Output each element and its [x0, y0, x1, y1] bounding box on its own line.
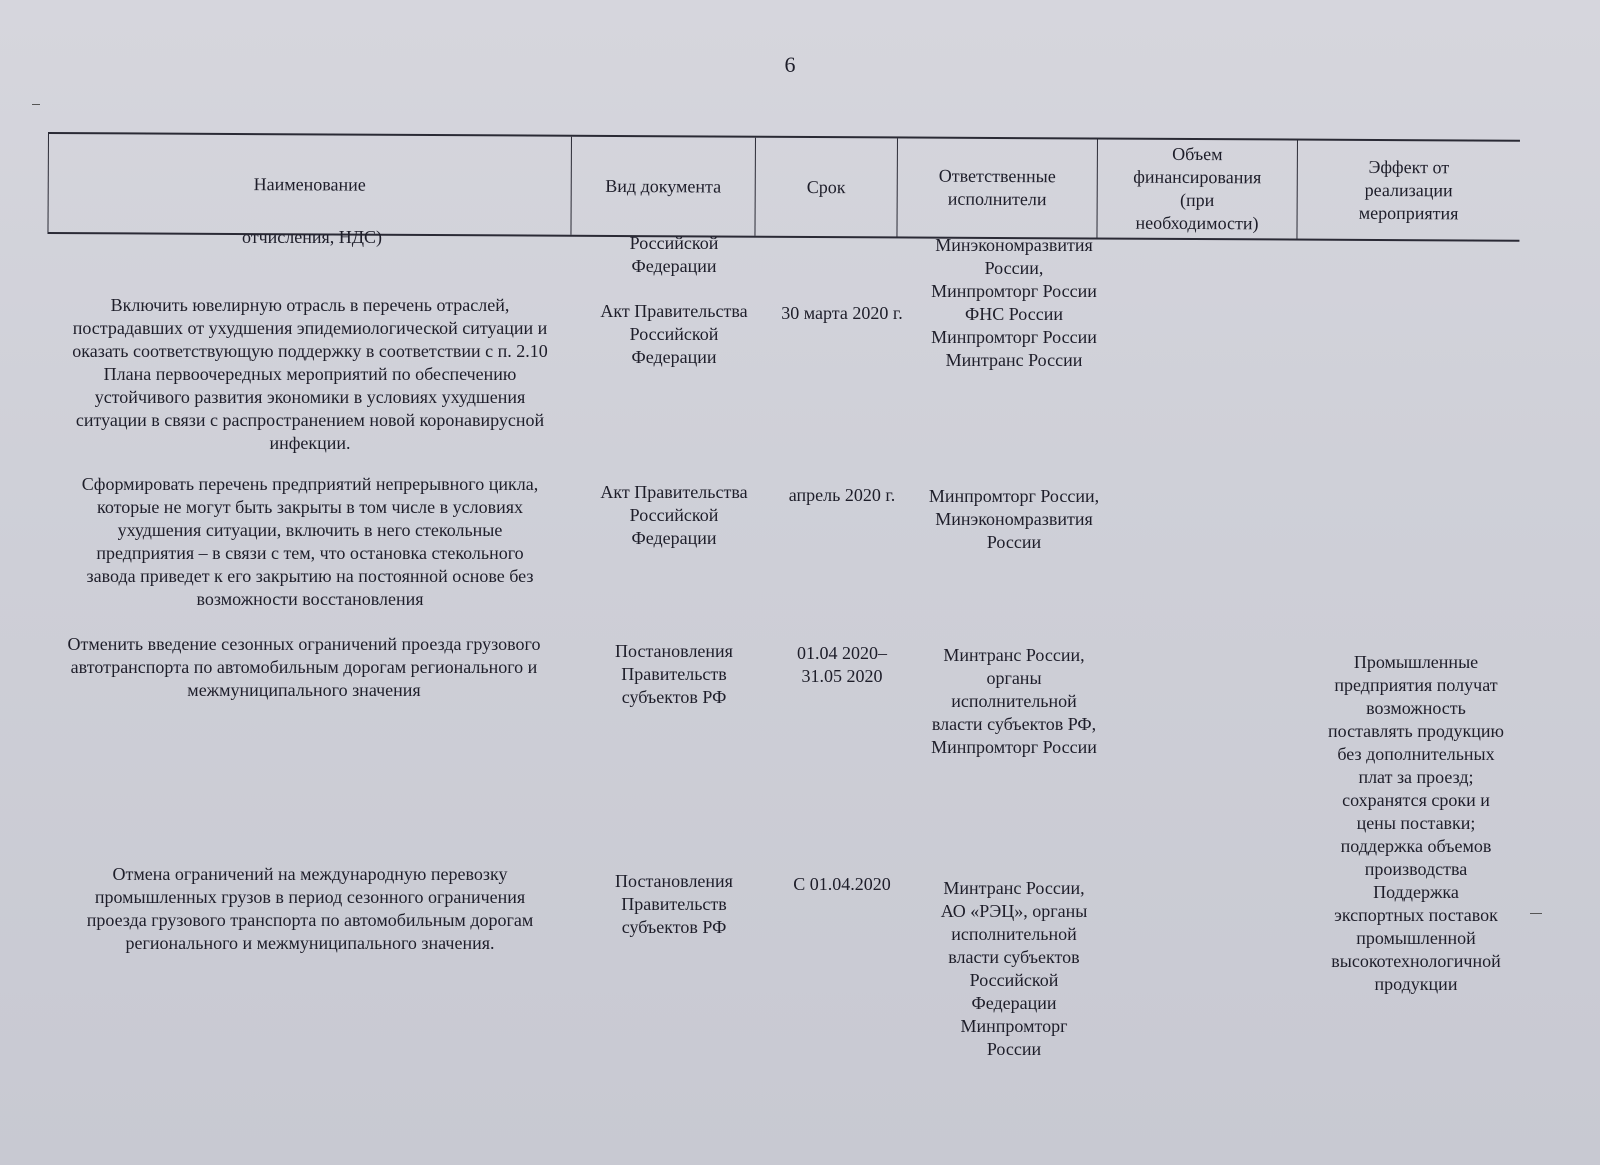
row1-name: Включить ювелирную отрасль в перечень отраслей, пострадавших от ухудшения эпидемиологической ситуации и оказать соответствующую поддержку в соответствии с п. 2.10 Плана первоочередных мероприятий по обеспечению устойчивого развития экономики в условиях ухудшения ситуации в связи с распространением новой коронавирусной инфекции.: [72, 295, 548, 453]
header-executors: Ответственные исполнители: [897, 138, 1098, 237]
row2-deadline: апрель 2020 г.: [788, 485, 896, 505]
row4-name: Отмена ограничений на международную перевозку промышленных грузов в период сезонного ограничения проезда грузового транспорта по автомобильным дорогам регионального и межмуниципального значения.: [86, 864, 534, 953]
row3-name: Отменить введение сезонных ограничений проезда грузового автотранспорта по автомобильным дорогам регионального и межмуниципального значения: [67, 634, 541, 700]
row4-doc-type: Постановления Правительств субъектов РФ: [615, 871, 733, 937]
row3-doc-type: Постановления Правительств субъектов РФ: [615, 641, 733, 707]
row2-executors: Минпромторг России, Минэкономразвития России: [928, 486, 1100, 552]
row1-doc-type: Акт Правительства Российской Федерации: [600, 301, 748, 367]
row3-deadline: 01.04 2020– 31.05 2020: [797, 643, 887, 686]
row4-executors: Минтранс России, АО «РЭЦ», органы исполнительной власти субъектов Российской Федерации Минпромторг России: [940, 878, 1088, 1059]
row1-executors: ФНС России Минпромторг России Минтранс России: [931, 304, 1097, 370]
row2-doc-type: Акт Правительства Российской Федерации: [600, 482, 748, 548]
row2-name: Сформировать перечень предприятий непрерывного цикла, которые не могут быть закрыты в том числе в условиях ухудшения ситуации, включить в него стекольные предприятия – в связи с тем, что остановка стекольного завода приведет к его закрытию на постоянной основе без возможности восстановления: [81, 474, 539, 609]
row4-deadline: С 01.04.2020: [793, 874, 891, 894]
header-deadline: Срок: [755, 138, 898, 237]
row3-executors: Минтранс России, органы исполнительной власти субъектов РФ, Минпромторг России: [931, 645, 1097, 757]
cont-doc-type: Российской Федерации: [629, 233, 719, 276]
scan-mark: [1530, 913, 1542, 914]
header-doc-type: Вид документа: [571, 137, 756, 236]
row1-deadline: 30 марта 2020 г.: [781, 303, 903, 323]
effect-text: Промышленные предприятия получат возможность поставлять продукцию без дополнительных плат за проезд; сохранятся сроки и цены поставки; поддержка объемов производства Поддержка экспортных поставок промышленной высокотехнологичной продукции: [1328, 652, 1504, 994]
cont-name: отчисления, НДС): [241, 227, 383, 247]
page-number: 6: [784, 52, 796, 77]
header-funding: Объем финансирования (при необходимости): [1097, 139, 1298, 238]
header-effect: Эффект от реализации мероприятия: [1358, 156, 1459, 223]
scan-mark: [32, 104, 40, 105]
header-name: Наименование: [47, 134, 572, 235]
cont-executors: Минэкономразвития России, Минпромторг России: [931, 235, 1097, 301]
